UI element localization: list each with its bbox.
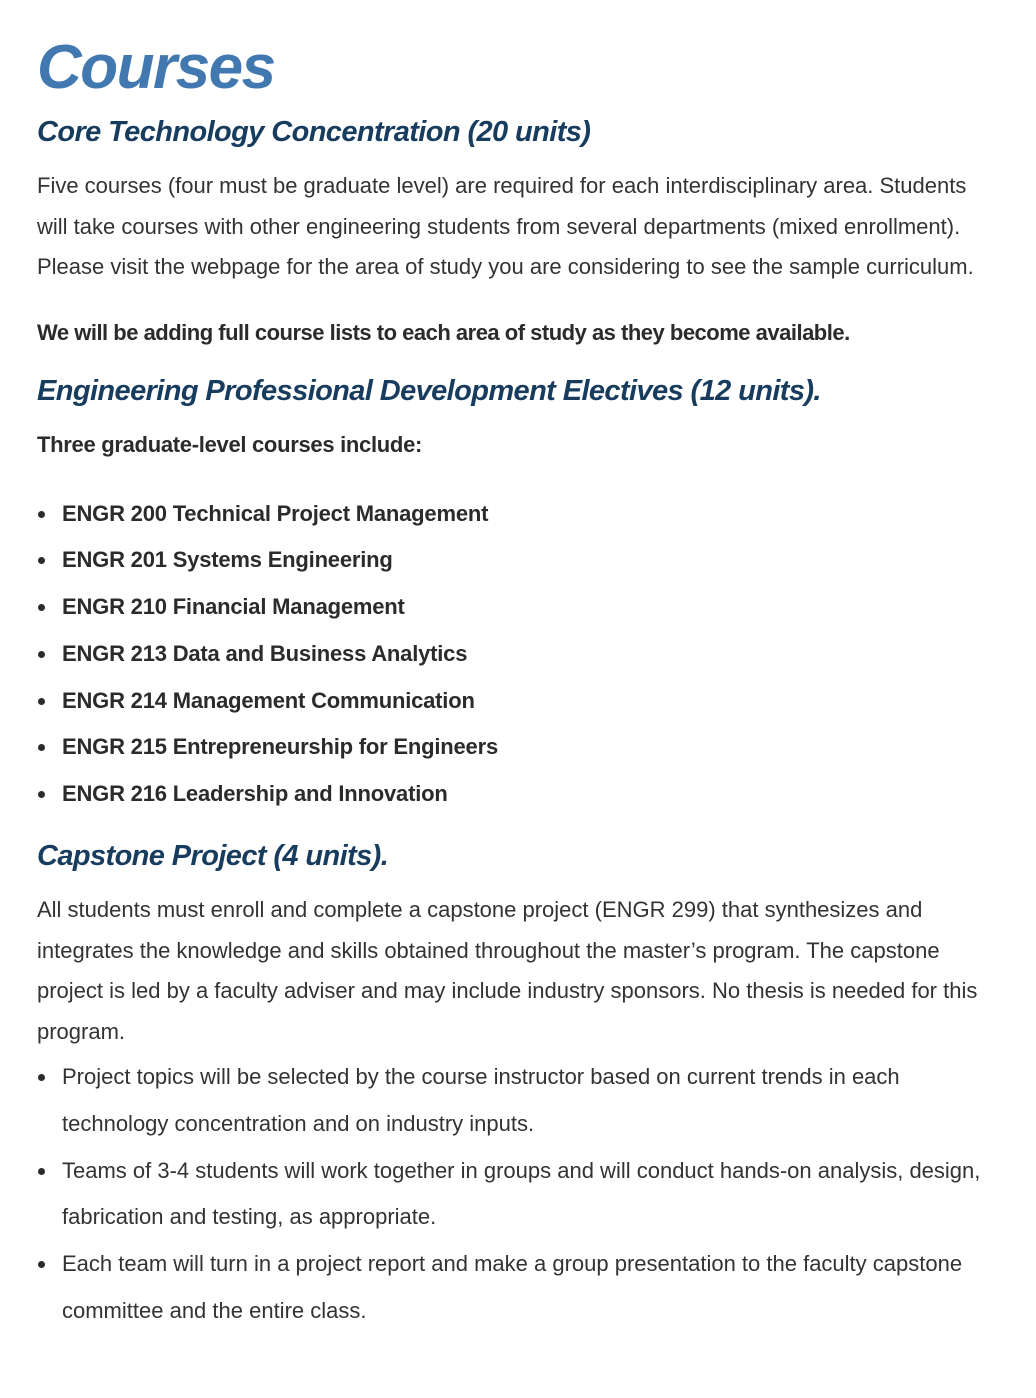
list-item xyxy=(37,724,982,771)
course-name: ENGR 200 Technical Project Management xyxy=(62,500,489,526)
course-name: ENGR 216 Leadership and Innovation xyxy=(62,781,448,807)
bullet-icon xyxy=(38,651,45,658)
list-item xyxy=(37,584,982,631)
list-item xyxy=(37,1148,982,1242)
core-technology-intro: Five courses (four must be graduate level) are required for each interdisciplinary area. Students will take courses with other engineering students from several departments (mixed enrollment). Please visit the webpage for the area of study you are considering to see the sample curriculum. xyxy=(37,173,974,279)
electives-heading: Engineering Professional Development Electives (12 units). xyxy=(37,374,821,407)
course-name: ENGR 214 Management Communication xyxy=(62,687,475,713)
list-item xyxy=(37,491,982,538)
capstone-point: Each team will turn in a project report and make a group presentation to the faculty capstone committee and the entire class. xyxy=(62,1251,963,1324)
list-item xyxy=(37,771,982,818)
bullet-icon xyxy=(38,744,45,751)
bullet-icon xyxy=(38,1261,45,1268)
capstone-heading: Capstone Project (4 units). xyxy=(37,840,389,873)
list-item xyxy=(37,537,982,584)
page-title: Courses xyxy=(37,33,275,102)
bullet-icon xyxy=(38,698,45,705)
list-item xyxy=(37,1054,982,1148)
electives-section xyxy=(37,371,982,819)
bullet-icon xyxy=(38,791,45,798)
capstone-points-list xyxy=(37,1054,982,1335)
bullet-icon xyxy=(38,557,45,564)
elective-course-list xyxy=(37,491,982,819)
course-name: ENGR 210 Financial Management xyxy=(62,594,405,620)
core-technology-heading: Core Technology Concentration (20 units) xyxy=(37,116,591,148)
course-name: ENGR 213 Data and Business Analytics xyxy=(62,640,468,666)
bullet-icon xyxy=(38,511,45,518)
course-name: ENGR 201 Systems Engineering xyxy=(62,547,393,573)
core-technology-section xyxy=(37,112,982,353)
electives-lead: Three graduate-level courses include: xyxy=(37,431,423,457)
list-item xyxy=(37,678,982,725)
bullet-icon xyxy=(38,1168,45,1175)
list-item xyxy=(37,631,982,678)
course-list-notice: We will be adding full course lists to each area of study as they become available. xyxy=(37,319,850,345)
list-item xyxy=(37,1241,982,1335)
course-name: ENGR 215 Entrepreneurship for Engineers xyxy=(62,734,498,760)
capstone-section xyxy=(37,836,982,1335)
bullet-icon xyxy=(38,1074,45,1081)
bullet-icon xyxy=(38,604,45,611)
capstone-point: Project topics will be selected by the course instructor based on current trends in each technology concentration and on industry inputs. xyxy=(62,1064,900,1136)
capstone-point: Teams of 3-4 students will work together in groups and will conduct hands-on analysis, design, fabrication and testing, as appropriate. xyxy=(62,1157,981,1230)
capstone-description: All students must enroll and complete a capstone project (ENGR 299) that synthesizes and integrates the knowledge and skills obtained throughout the master’s program. The capstone project is led by a faculty adviser and may include industry sponsors. No thesis is needed for this program. xyxy=(37,897,978,1044)
